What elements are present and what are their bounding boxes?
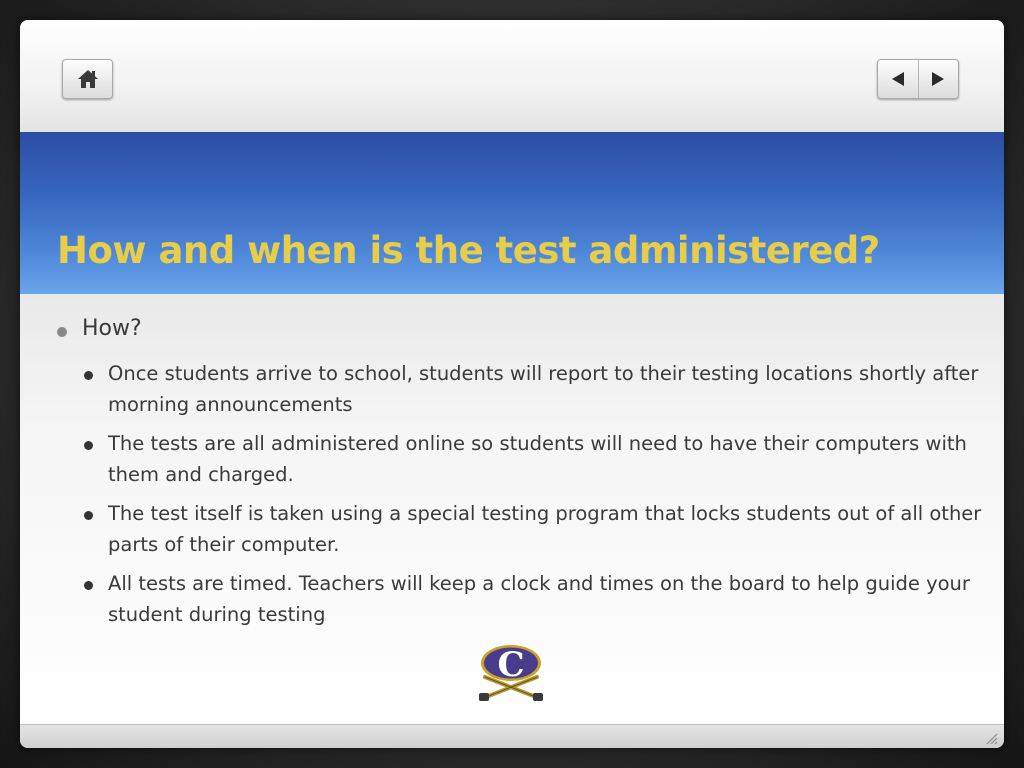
list-item <box>108 568 988 630</box>
list-item <box>108 358 988 420</box>
title-banner <box>20 132 1004 294</box>
bullet-icon <box>84 581 93 590</box>
footer-bar <box>20 724 1004 748</box>
slide-navigation <box>877 59 959 99</box>
list-item-text: The tests are all administered online so students will need to have their computers with them and charged. <box>108 432 967 486</box>
next-slide-button[interactable] <box>918 60 958 98</box>
list-item <box>108 498 988 560</box>
section-heading: How? <box>82 316 142 341</box>
bullet-icon <box>84 511 93 520</box>
previous-slide-button[interactable] <box>879 60 918 98</box>
slide <box>20 20 1004 748</box>
top-bar <box>20 20 1004 132</box>
triangle-left-icon <box>889 70 907 88</box>
bullet-icon <box>84 371 93 380</box>
logo-letter: C <box>497 645 525 685</box>
resize-grip-icon[interactable] <box>984 731 998 745</box>
home-button[interactable] <box>62 59 113 99</box>
triangle-right-icon <box>929 70 947 88</box>
list-item <box>108 428 988 490</box>
school-logo <box>475 643 547 703</box>
bullet-icon <box>57 327 67 337</box>
slide-title: How and when is the test administered? <box>57 229 880 272</box>
list-item-text: Once students arrive to school, students will report to their testing locations shortly after morning announcements <box>108 362 979 416</box>
list-item-text: All tests are timed. Teachers will keep a clock and times on the board to help guide your student during testing <box>108 572 970 626</box>
bullet-icon <box>84 441 93 450</box>
home-icon <box>76 68 100 90</box>
list-item-text: The test itself is taken using a special testing program that locks students out of all other parts of their computer. <box>108 502 982 556</box>
bullet-list <box>108 358 988 638</box>
